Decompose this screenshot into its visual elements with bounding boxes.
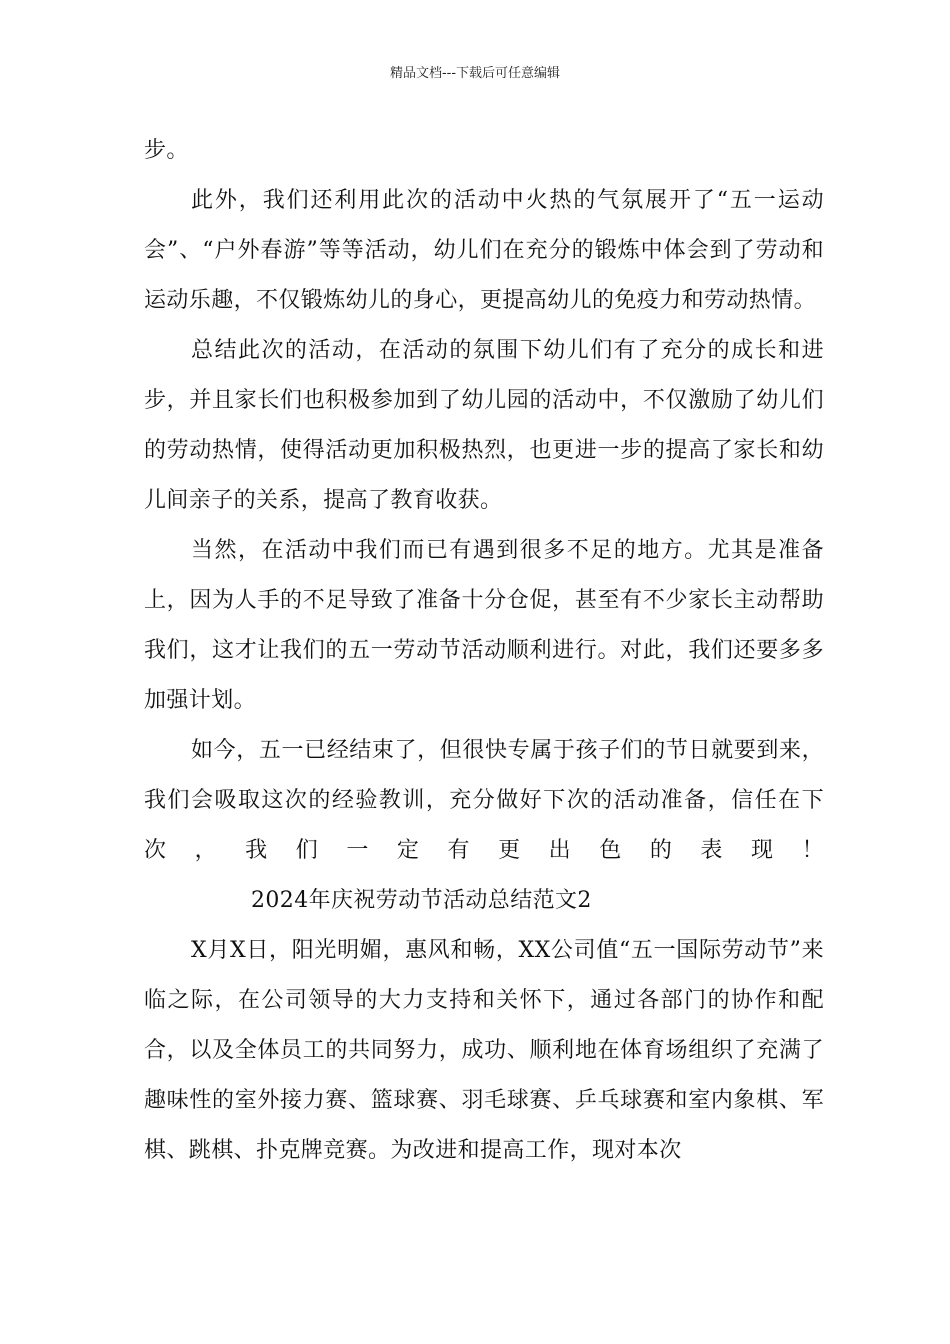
section-heading: 2024年庆祝劳动节活动总结范文2	[251, 888, 592, 913]
paragraph-3: 总结此次的活动，在活动的氛围下幼儿们有了充分的成长和进步，并且家长们也积极参加到了幼儿园的活动中，不仅激励了幼儿们的劳动热情，使得活动更加积极热烈，也更进一步的提高了家长和幼儿间亲子的关系，提高了教育收获。	[144, 338, 824, 513]
paragraph-5-text: 如今，五一已经结束了，但很快专属于孩子们的节日就要到来，我们会吸取这次的经验教训，充分做好下次的活动准备，信任在下次，我们一定有更出色的表现！	[144, 738, 824, 863]
paragraph-4: 当然，在活动中我们而已有遇到很多不足的地方。尤其是准备上，因为人手的不足导致了准备十分仓促，甚至有不少家长主动帮助我们，这才让我们的五一劳动节活动顺利进行。对此，我们还要多多加强计划。	[144, 538, 824, 713]
paragraph-1: 步。	[144, 138, 189, 163]
document-body	[144, 126, 824, 1176]
paragraph-6: X月X日，阳光明媚，惠风和畅，XX公司值“五一国际劳动节”来临之际，在公司领导的大力支持和关怀下，通过各部门的协作和配合，以及全体员工的共同努力，成功、顺利地在体育场组织了充满了趣味性的室外接力赛、篮球赛、羽毛球赛、乒乓球赛和室内象棋、军棋、跳棋、扑克牌竞赛。为改进和提高工作，现对本次	[144, 938, 824, 1163]
paragraph-2: 此外，我们还利用此次的活动中火热的气氛展开了“五一运动会”、“户外春游”等等活动，幼儿们在充分的锻炼中体会到了劳动和运动乐趣，不仅锻炼幼儿的身心，更提高幼儿的免疫力和劳动热情。	[144, 188, 824, 313]
paragraph-5	[144, 726, 824, 926]
page-header: 精品文档---下载后可任意编辑	[389, 66, 561, 81]
